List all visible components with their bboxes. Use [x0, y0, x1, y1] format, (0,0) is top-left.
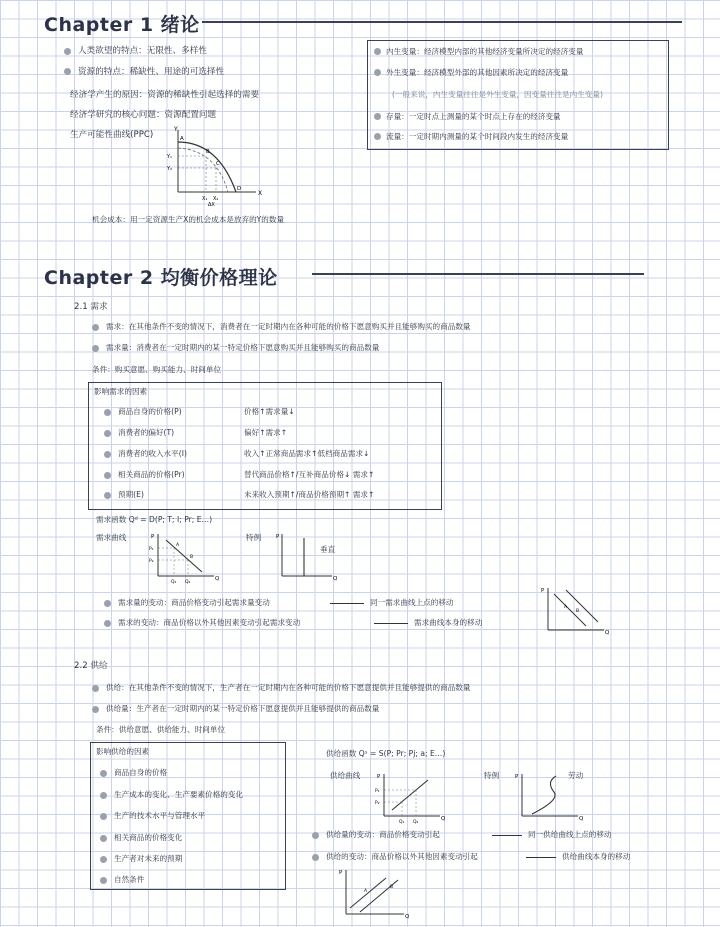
supply-factor: 生产成本的变化、生产要素价格的变化 — [114, 790, 244, 799]
opportunity-cost: 机会成本：用一定资源生产X的机会成本是放弃的Y的数量 — [92, 215, 285, 224]
supply-qty-change-note: 同一供给曲线上点的移动 — [528, 830, 612, 839]
supply-special-label: 特例 — [484, 771, 500, 780]
shift-axis-p: P — [541, 588, 545, 594]
shift-point-b: B — [576, 609, 580, 614]
supply-function: 供给函数 Qˢ = S(P; Pr; Pj; a; E…) — [326, 749, 446, 758]
demand-factor-effect: 替代商品价格↑/互补商品价格↓ 需求↑ — [244, 470, 375, 479]
labor-axis-q: Q — [579, 816, 584, 822]
supply-shift-diagram — [334, 866, 414, 924]
sshift-axis-p: P — [339, 870, 343, 876]
demand-factors-title: 影响需求的因素 — [94, 387, 148, 396]
demand-change: 需求的变动：商品价格以外其他因素变动引起需求变动 — [118, 618, 301, 627]
supply-heading: 2.2 供给 — [74, 661, 108, 671]
supply-factor: 商品自身的价格 — [114, 768, 168, 777]
demand-point-b: B — [190, 555, 194, 560]
chapter1-rule — [202, 21, 682, 23]
arrow-line — [374, 623, 408, 624]
ppc-axis-x: X — [258, 190, 263, 197]
arrow-line — [526, 857, 556, 858]
bullet-dot — [374, 133, 381, 140]
demand-qty-def: 需求量：消费者在一定时期内的某一特定价格下愿意购买并且能够购买的商品数量 — [106, 343, 380, 352]
demand-function: 需求函数 Qᵈ = D(P; T; I; Pr; E…) — [96, 515, 213, 524]
var-note: (一般来说，内生变量往往是外生变量，因变量往往是内生变量) — [392, 90, 603, 99]
ppc-tick-dx: ΔX — [208, 202, 215, 208]
bullet-dot — [92, 706, 99, 713]
supply-factors-title: 影响供给的因素 — [96, 747, 150, 756]
chapter1-title: Chapter 1 绪论 — [44, 14, 200, 36]
bullet-dot — [104, 430, 111, 437]
chapter2-title: Chapter 2 均衡价格理论 — [44, 267, 278, 289]
demand-factor-name: 消费者的偏好(T) — [118, 428, 175, 437]
bullet-dot — [100, 813, 107, 820]
bullet-dot — [312, 854, 319, 861]
ppc-point-c: C — [216, 161, 220, 167]
supply-axis-q: Q — [441, 816, 446, 822]
sshift-point-a: A — [364, 889, 368, 894]
ppc-point-a: A — [180, 136, 184, 142]
arrow-line — [492, 835, 522, 836]
ppc-tick-x1: X₁ — [202, 196, 208, 202]
ppc-tick-x2: X₂ — [213, 196, 219, 202]
bullet-dot — [64, 48, 71, 55]
supply-axis-p: P — [377, 774, 381, 780]
bullet-dot — [92, 345, 99, 352]
ch1-bullet-1: 人类欲望的特点：无限性、多样性 — [78, 46, 207, 56]
demand-special-diagram — [272, 530, 342, 586]
bullet-dot — [104, 620, 111, 627]
demand-factor-effect: 收入↑正常商品需求↑低档商品需求↓ — [244, 449, 370, 458]
shift-point-a: A — [564, 605, 568, 610]
var-endogenous: 内生变量：经济模型内部的其他经济变量所决定的经济变量 — [386, 47, 584, 56]
bullet-dot — [104, 409, 111, 416]
demand-tick-p2: P₂ — [149, 559, 154, 564]
bullet-dot — [104, 492, 111, 499]
supply-tick-q2: Q₂ — [413, 820, 419, 825]
demand-factor-name: 相关商品的价格(Pr) — [118, 470, 185, 479]
demand-point-a: A — [176, 543, 180, 548]
demand-tick-p1: P₁ — [149, 547, 154, 552]
chapter2-rule — [312, 273, 644, 275]
bullet-dot — [100, 856, 107, 863]
ppc-point-b: B — [206, 149, 210, 155]
labor-axis-p: P — [515, 774, 519, 780]
demand-curve-label: 需求曲线 — [96, 533, 127, 542]
supply-factor: 生产者对未来的预期 — [114, 854, 183, 863]
ppc-tick-y1: Y₁ — [167, 154, 173, 160]
ppc-tick-y2: Y₂ — [167, 166, 173, 172]
supply-def: 供给：在其他条件不变的情况下，生产者在一定时期内在各种可能的价格下愿意提供并且能够提供的商品数量 — [106, 683, 471, 692]
supply-change: 供给的变动：商品价格以外其他因素变动引起 — [326, 852, 478, 861]
supply-tick-q1: Q₁ — [399, 820, 405, 825]
demand-factor-name: 消费者的收入水平(I) — [118, 449, 187, 458]
demand-tick-q1: Q₁ — [171, 580, 177, 585]
supply-curve-label: 供给曲线 — [330, 771, 361, 780]
bullet-dot — [104, 600, 111, 607]
bullet-dot — [374, 113, 381, 120]
demand-qty-change-note: 同一需求曲线上点的移动 — [370, 598, 454, 607]
bullet-dot — [100, 877, 107, 884]
ch1-line-1: 经济学产生的原因：资源的稀缺性引起选择的需要 — [70, 90, 260, 100]
sshift-point-b: B — [390, 885, 394, 890]
bullet-dot — [104, 451, 111, 458]
supply-change-note: 供给曲线本身的移动 — [562, 852, 631, 861]
bullet-dot — [100, 792, 107, 799]
supply-special-note: 劳动 — [568, 771, 584, 780]
demand-factor-effect: 未来收入预期↑/商品价格预期↑ 需求↑ — [244, 490, 375, 499]
ppc-diagram — [158, 124, 268, 208]
demand-special-label: 特例 — [246, 533, 262, 542]
demand-shift-diagram — [536, 584, 612, 640]
supply-factor: 相关商品的价格变化 — [114, 833, 183, 842]
demand-change-note: 需求曲线本身的移动 — [414, 618, 483, 627]
demand-tick-q2: Q₂ — [185, 580, 191, 585]
demand-conditions: 条件：购买意愿、购买能力、时间单位 — [92, 365, 222, 374]
demand-def: 需求：在其他条件不变的情况下，消费者在一定时期内在各种可能的价格下愿意购买并且能够购买的商品数量 — [106, 322, 471, 331]
shift-axis-q: Q — [605, 630, 610, 636]
supply-qty-change: 供给量的变动：商品价格变动引起 — [326, 830, 440, 839]
supply-curve-diagram — [372, 770, 448, 826]
demand-special-note: 垂直 — [320, 545, 336, 554]
demand-factor-effect: 价格↑需求量↓ — [244, 407, 295, 416]
bullet-dot — [100, 835, 107, 842]
supply-factor: 自然条件 — [114, 875, 145, 884]
var-flow: 流量：一定时期内测量的某个时间段内发生的经济变量 — [386, 132, 569, 141]
ch1-line-2: 经济学研究的核心问题：资源配置问题 — [70, 110, 217, 120]
demand-qty-change: 需求量的变动：商品价格变动引起需求量变动 — [118, 598, 270, 607]
special-axis-q: Q — [333, 576, 338, 582]
supply-qty-def: 供给量：生产者在一定时期内的某一特定价格下愿意提供并且能够提供的商品数量 — [106, 704, 380, 713]
demand-curve-diagram — [146, 530, 222, 586]
special-axis-p: P — [276, 534, 280, 540]
supply-conditions: 条件：供给意愿、供给能力、时间单位 — [96, 725, 226, 734]
supply-factor: 生产的技术水平与管理水平 — [114, 811, 206, 820]
bullet-dot — [92, 324, 99, 331]
bullet-dot — [100, 770, 107, 777]
bullet-dot — [104, 472, 111, 479]
demand-axis-q: Q — [215, 576, 220, 582]
ppc-point-d: D — [237, 186, 242, 192]
demand-factor-name: 预期(E) — [118, 490, 144, 499]
arrow-line — [330, 603, 364, 604]
sshift-axis-q: Q — [405, 914, 410, 920]
bullet-dot — [374, 48, 381, 55]
ppc-axis-y: Y — [174, 126, 178, 133]
var-exogenous: 外生变量：经济模型外部的其他因素所决定的经济变量 — [386, 68, 569, 77]
bullet-dot — [64, 68, 71, 75]
ch1-bullet-2: 资源的特点：稀缺性、用途的可选择性 — [78, 67, 225, 77]
demand-factor-effect: 偏好↑需求↑ — [244, 428, 288, 437]
demand-heading: 2.1 需求 — [74, 302, 108, 312]
ppc-label: 生产可能性曲线(PPC) — [70, 130, 154, 140]
demand-axis-p: P — [151, 534, 155, 540]
bullet-dot — [374, 69, 381, 76]
demand-factor-name: 商品自身的价格(P) — [118, 407, 182, 416]
supply-tick-p1: P₁ — [375, 789, 380, 794]
var-stock: 存量：一定时点上测量的某个时点上存在的经济变量 — [386, 112, 561, 121]
supply-tick-p2: P₂ — [375, 801, 380, 806]
bullet-dot — [312, 832, 319, 839]
bullet-dot — [92, 685, 99, 692]
